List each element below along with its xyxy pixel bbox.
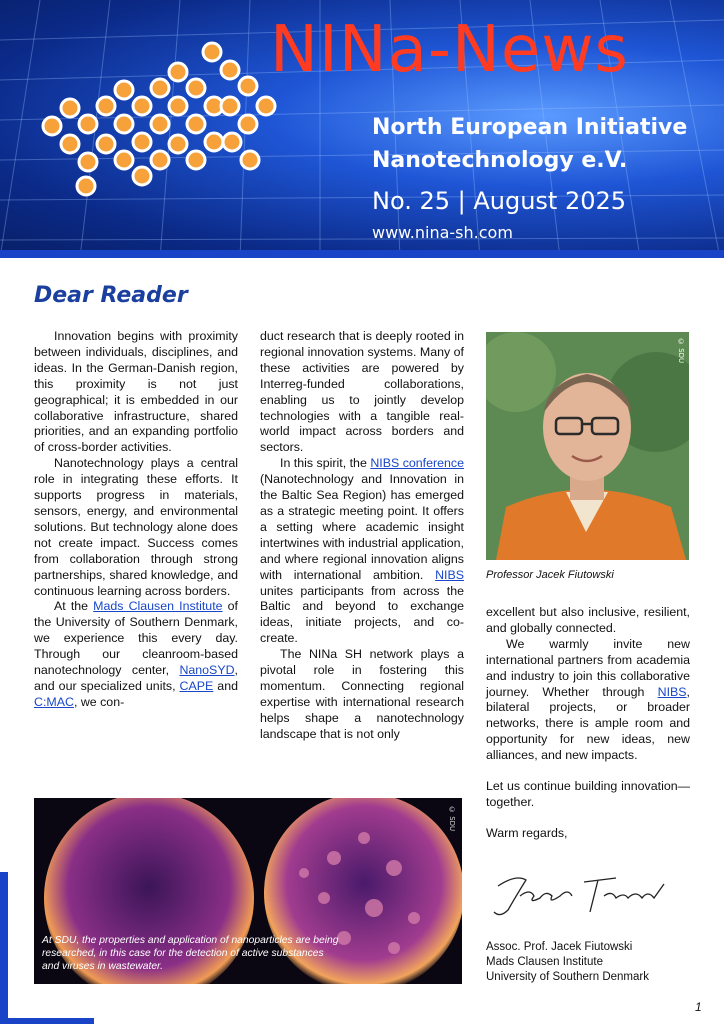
text-span: , and our specialized units, [34,663,238,693]
greeting-heading: Dear Reader [34,283,188,308]
nanoparticle-microscopy-image [34,798,462,984]
paragraph [486,637,690,764]
portrait-illustration [486,332,689,560]
paragraph: Nanotechnology plays a central role in integrating these efforts. It supports progress in materials, sensors, energy, and environmental solutions. But technology alone does not create impact. Success comes from collaboration through strong partnerships, shared knowledge, and continuous learning across borders. [34,456,238,598]
bottom-accent-bar [0,1018,94,1024]
professor-photo [486,332,689,560]
nanosyd-link[interactable]: NanoSYD [179,663,235,678]
newsletter-header [0,0,724,258]
letter-column-1 [34,329,238,711]
paragraph: The NINa SH network plays a pivotal role in fostering this momentum. Connecting regional expertise with international research helps shape a nanotechnology landscape that is not only [260,647,464,741]
text-span: (Nanotechnology and Innovation in the Baltic Sea Region) has emerged as a strategic meeting point. It offers a setting where academic insight intertwines with industrial application, and where regional innovation aligns with international ambition. [260,472,464,582]
paragraph: Let us continue building innovation—together. [486,779,690,809]
organization-name-line1: North European Initiative [372,115,688,140]
paragraph: Innovation begins with proximity between individuals, disciplines, and ideas. In the German-Danish region, this proximity is not just geographical; it is embedded in our collaborative infrastructure, shared priorities, and an expanding portfolio of cross-border activities. [34,329,238,455]
left-accent-bar [0,872,8,1024]
signer-institute: Mads Clausen Institute [486,956,603,968]
cape-link[interactable]: CAPE [179,678,214,693]
signature-block [486,940,649,985]
nanoparticle-logo [22,26,302,206]
paragraph [260,456,464,647]
closing-line: Warm regards, [486,825,568,840]
nibs-link[interactable]: NIBS [657,684,687,699]
letter-column-2 [260,329,464,743]
cmac-link[interactable]: C:MAC [34,694,74,709]
text-span: We warmly invite new international partners from academia and industry to join this collaborative journey. Whether through [486,636,690,699]
text-span: At the [54,599,94,614]
text-span: and [213,678,238,693]
photo-caption: Professor Jacek Fiutowski [486,569,614,581]
photo-credit: © SDU [677,338,685,364]
nibs-conference-link[interactable]: NIBS conference [370,456,465,471]
header-divider [0,250,724,258]
paragraph: excellent but also inclusive, resilient, and globally connected. [486,605,690,635]
mads-clausen-institute-link[interactable]: Mads Clausen Institute [93,599,223,614]
text-span: of the University of Southern Denmark, we experience this every day. Through our cleanroom-based nanotechnology center, [34,599,238,678]
organization-name-line2: Nanotechnology e.V. [372,148,628,173]
masthead-title: NINa-News [270,13,629,87]
paragraph: duct research that is deeply rooted in regional innovation systems. Many of these activities are powered by Interreg-funded collaborations, enabling us to jointly develop technologies with a tangible real-world impact across borders and sectors. [260,329,464,455]
letter-column-3 [486,605,690,842]
text-span: unites participants from across the Baltic and beyond to exchange ideas, initiate projects, and co-create. [260,583,464,646]
text-span: In this spirit, the [280,456,371,471]
signer-university: University of Southern Denmark [486,971,649,983]
image-caption: At SDU, the properties and application of nanoparticles are being researched, in this case for the detection of active substances and viruses in wastewater. [42,935,339,972]
handwritten-signature [486,866,686,922]
signer-name: Assoc. Prof. Jacek Fiutowski [486,941,633,953]
text-span: , we con- [73,694,125,709]
page-number: 1 [695,1000,702,1014]
image-credit: © SDU [448,806,456,832]
nibs-link[interactable]: NIBS [435,567,464,582]
paragraph [34,599,238,710]
text-span: , bilateral projects, or broader networks, there is ample room and opportunity for new ideas, new alliances, and new impacts. [486,684,690,763]
issue-info: No. 25 | August 2025 [372,187,627,215]
website-url: www.nina-sh.com [372,223,513,242]
